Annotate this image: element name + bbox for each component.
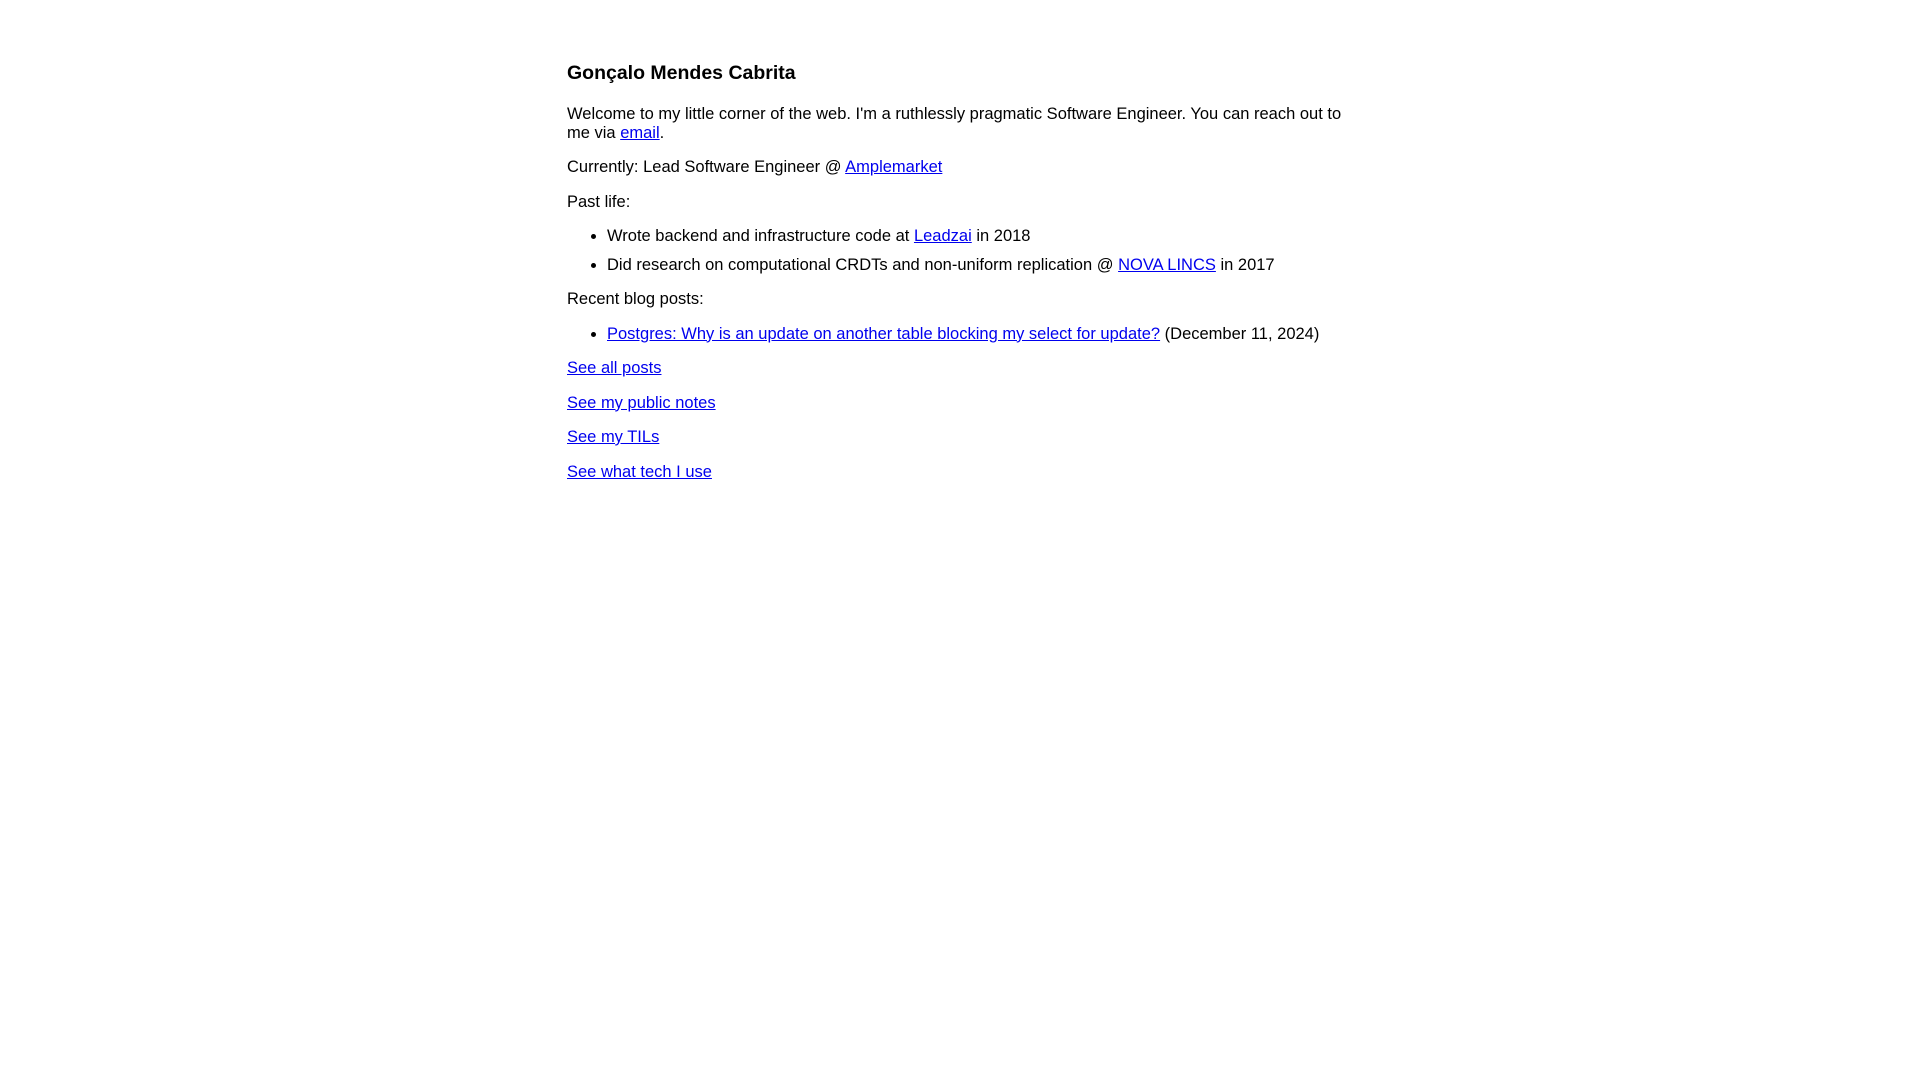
past-life-label: Past life: (567, 192, 631, 211)
past-item-year: in 2018 (971, 227, 1031, 245)
tech-link[interactable]: See what tech I use (567, 462, 712, 481)
all-posts-link[interactable]: See all posts (567, 359, 662, 377)
current-job-text: Currently: Lead Software Engineer @ (567, 158, 846, 176)
nova-lincs-link[interactable]: NOVA LINCS (1118, 255, 1216, 274)
blog-list (567, 325, 1367, 344)
intro-paragraph (567, 105, 1367, 142)
intro-text: Welcome to my little corner of the web. I'm a ruthlessly pragmatic Software Engineer. You can reach out to me via (567, 105, 1342, 142)
amplemarket-link[interactable]: Amplemarket (845, 158, 943, 176)
blog-post-link[interactable]: Postgres: Why is an update on another table blocking my select for update? (607, 324, 1161, 343)
all-posts-row (567, 359, 1367, 378)
current-job (567, 158, 1367, 177)
past-life-list (567, 227, 1367, 274)
public-notes-row (567, 394, 1367, 413)
list-item (607, 325, 1367, 344)
tils-link[interactable]: See my TILs (567, 428, 660, 446)
past-item-text: Wrote backend and infrastructure code at (607, 227, 914, 245)
leadzai-link[interactable]: Leadzai (913, 227, 972, 245)
blog-post-date: (December 11, 2024) (1160, 324, 1320, 343)
page-title: Gonçalo Mendes Cabrita (567, 62, 796, 84)
public-notes-link[interactable]: See my public notes (567, 393, 716, 412)
intro-end: . (659, 123, 665, 142)
list-item (607, 227, 1367, 246)
list-item (607, 256, 1367, 275)
tils-row (567, 428, 1367, 447)
tech-row (567, 463, 1367, 482)
main-content (567, 105, 1367, 497)
email-link[interactable]: email (620, 123, 660, 142)
past-item-year: in 2017 (1215, 255, 1275, 274)
blog-label: Recent blog posts: (567, 290, 704, 308)
past-item-text: Did research on computational CRDTs and non-uniform replication @ (607, 255, 1119, 274)
